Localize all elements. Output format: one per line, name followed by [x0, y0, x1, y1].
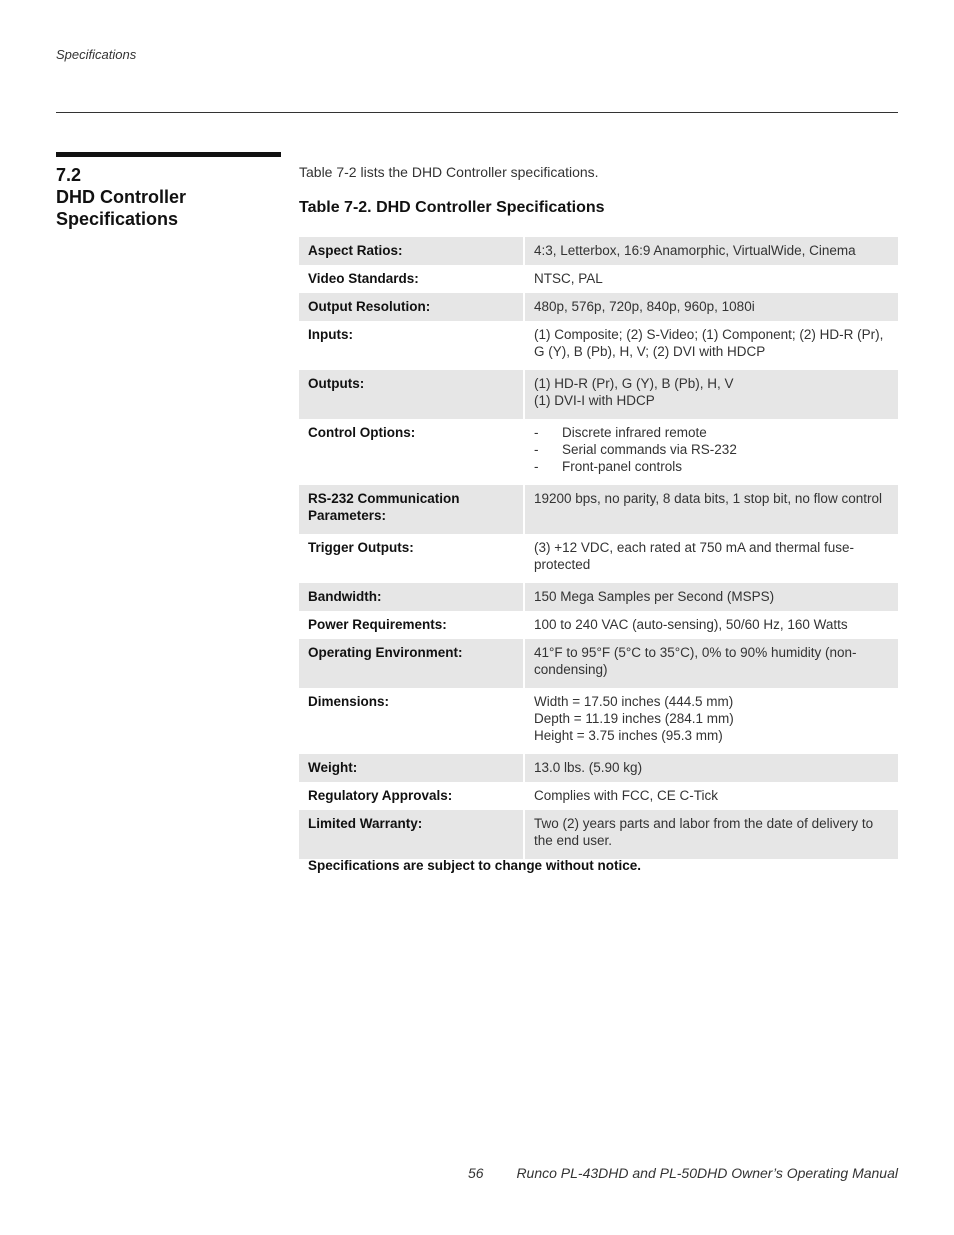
spec-value: [524, 321, 898, 370]
spec-value-line: Complies with FCC, CE C-Tick: [534, 788, 719, 803]
spec-row: [299, 419, 898, 485]
spec-row: [299, 754, 898, 782]
spec-value-line: (1) Composite; (2) S-Video; (1) Component; (2) HD-R (Pr), G (Y), B (Pb), H, V; (2) DVI with HDCP: [534, 327, 884, 359]
section-bar: [56, 152, 281, 157]
footnote: Specifications are subject to change without notice.: [308, 858, 642, 873]
intro-text: Table 7-2 lists the DHD Controller specifications.: [299, 164, 599, 180]
spec-value: [524, 754, 898, 782]
spec-value: [524, 534, 898, 583]
spec-label: Dimensions:: [299, 688, 524, 754]
spec-label: Outputs:: [299, 370, 524, 419]
spec-value-line: 100 to 240 VAC (auto-sensing), 50/60 Hz, 160 Watts: [534, 617, 848, 632]
spec-value-line: 150 Mega Samples per Second (MSPS): [534, 589, 775, 604]
spec-label: RS-232 Communication Parameters:: [299, 485, 524, 534]
spec-label: Power Requirements:: [299, 611, 524, 639]
spec-value-line: (1) HD-R (Pr), G (Y), B (Pb), H, V: [534, 376, 734, 391]
spec-value: [524, 419, 898, 485]
spec-value: [524, 583, 898, 611]
running-head: Specifications: [56, 47, 137, 62]
spec-bullet-item: [534, 424, 889, 441]
spec-value: [524, 370, 898, 419]
section-title-line2: Specifications: [56, 209, 179, 229]
spec-value-line: Two (2) years parts and labor from the date of delivery to the end user.: [534, 816, 874, 848]
spec-value-line: 480p, 576p, 720p, 840p, 960p, 1080i: [534, 299, 755, 314]
spec-label: Trigger Outputs:: [299, 534, 524, 583]
spec-value-line: 13.0 lbs. (5.90 kg): [534, 760, 643, 775]
spec-row: [299, 237, 898, 265]
spec-label: Weight:: [299, 754, 524, 782]
manual-title: Runco PL-43DHD and PL-50DHD Owner’s Operating Manual: [516, 1165, 898, 1181]
spec-value-line: 19200 bps, no parity, 8 data bits, 1 stop bit, no flow control: [534, 491, 882, 506]
spec-row: [299, 321, 898, 370]
spec-value-line: (1) DVI-I with HDCP: [534, 393, 655, 408]
spec-value-line: Width = 17.50 inches (444.5 mm): [534, 694, 734, 709]
bullet-dash: -: [534, 425, 539, 440]
spec-row: [299, 639, 898, 688]
spec-value-line: 4:3, Letterbox, 16:9 Anamorphic, VirtualWide, Cinema: [534, 243, 856, 258]
section-title-line1: DHD Controller: [56, 187, 186, 207]
spec-label: Operating Environment:: [299, 639, 524, 688]
spec-value: [524, 265, 898, 293]
spec-label: Video Standards:: [299, 265, 524, 293]
spec-row: [299, 810, 898, 859]
spec-label: Output Resolution:: [299, 293, 524, 321]
spec-row: [299, 782, 898, 810]
spec-bullet-item: [534, 458, 889, 475]
bullet-dash: -: [534, 459, 539, 474]
spec-label: Regulatory Approvals:: [299, 782, 524, 810]
top-rule: [56, 112, 898, 113]
bullet-text: Front-panel controls: [562, 459, 683, 474]
spec-label: Inputs:: [299, 321, 524, 370]
spec-value: [524, 688, 898, 754]
table-title: Table 7-2. DHD Controller Specifications: [299, 199, 605, 216]
section-heading: [56, 164, 281, 230]
spec-table: [299, 237, 898, 859]
spec-value: [524, 810, 898, 859]
spec-label: Control Options:: [299, 419, 524, 485]
bullet-text: Discrete infrared remote: [562, 425, 707, 440]
section-number: 7.2: [56, 165, 82, 185]
spec-row: [299, 485, 898, 534]
spec-row: [299, 534, 898, 583]
spec-value-line: Height = 3.75 inches (95.3 mm): [534, 728, 723, 743]
spec-table-body: [299, 237, 898, 859]
spec-value: [524, 237, 898, 265]
spec-label: Bandwidth:: [299, 583, 524, 611]
spec-bullet-item: [534, 441, 889, 458]
spec-row: [299, 370, 898, 419]
spec-value: [524, 485, 898, 534]
spec-label: Limited Warranty:: [299, 810, 524, 859]
spec-label: Aspect Ratios:: [299, 237, 524, 265]
spec-value: [524, 611, 898, 639]
spec-value-line: (3) +12 VDC, each rated at 750 mA and thermal fuse-protected: [534, 540, 855, 572]
page-number: 56: [468, 1165, 484, 1181]
spec-value-line: 41°F to 95°F (5°C to 35°C), 0% to 90% humidity (non-condensing): [534, 645, 857, 677]
spec-row: [299, 688, 898, 754]
bullet-dash: -: [534, 442, 539, 457]
spec-value-line: NTSC, PAL: [534, 271, 603, 286]
spec-row: [299, 265, 898, 293]
spec-value: [524, 639, 898, 688]
spec-value-line: Depth = 11.19 inches (284.1 mm): [534, 711, 734, 726]
spec-row: [299, 293, 898, 321]
spec-value: [524, 293, 898, 321]
spec-row: [299, 611, 898, 639]
spec-value: [524, 782, 898, 810]
bullet-text: Serial commands via RS-232: [562, 442, 737, 457]
spec-row: [299, 583, 898, 611]
